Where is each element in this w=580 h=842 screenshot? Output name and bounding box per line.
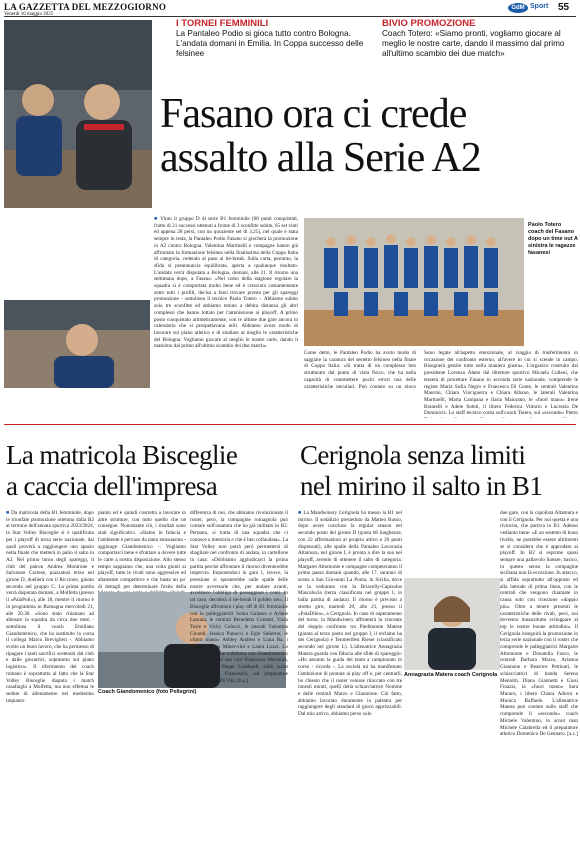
teaser-right [382,18,576,59]
section-label: Sport [530,3,549,10]
bullet-icon: ■ [154,216,161,222]
right-article-col2: due gare, con la capolista Altamura e con il Cerignola. Per noi questa è una rivincita, che partiva in B1. Adesso vediamo bene: «E un sestetto di buon livello, ne potrebbe essere altrimenti se si considera che è approdato ai playoff. In B2 si esprime quasi sempre una pallavolo lineare, basico, in questo senso la compagine siciliana non fa eccezione. In attacco, si affida soprattutto all'opposto ed alla laterale di prima linea, con le centrali che vengono chiamate in causa solo con ricezione «doppio più». Oltre a tenere presenti le caratteristiche delle rivali, però, noi dovremo innanzitutto sviluppare al top le nostre buone attitudini». Il Cerignola inseguirà la promozione in terza serie nazionale con il roster che comprende le palleggiatrici Margaret Altomonte e Donatella Fasco, le centrali Barbara Marzo, Arianna Giannone e Beatrice Pettinari, le schiacciatrici di banda Serena Mennitti, Diana Giannetti e Giusi Finazzi, la «fuori mano» Sara Muraro, i libero Chiara Adorni e Monica Raffaele. L'allenatrice Matera può contare sullo staff che comprende il «secondo» coach Michele Valentino, lo scout man Michele Calabrella ed il preparatore atletico Domenico De Gennaro. [a.c.] [500,510,578,738]
caption-right: Annagrazia Matera coach Cerignola [404,672,498,678]
matera-photo-illustration [404,578,500,670]
team-photo-illustration [304,218,524,346]
totero-photo [4,300,150,388]
right-headline-line2: nel mirino il salto in B1 [300,471,543,501]
bullet-icon: ■ [298,510,304,516]
teaser-right-kicker: BIVIO PROMOZIONE [382,18,476,29]
main-article-col1 [154,216,298,388]
right-headline [300,440,578,502]
left-article-col1 [6,510,94,836]
bullet-icon: ■ [6,510,12,516]
newspaper-title: LA GAZZETTA DEL MEZZOGIORNO [4,2,167,12]
caption-left: Coach Giandomenico (foto Pellegrini) [98,689,197,695]
main-article-col3: Sono legate all'aspetto emozionale, al viaggio di trasferimento in occasione del confronto esterno, all'avere in cui si scende in campo. Bisognerà gestire tutto nella maniera giusta». L'organico costruito dal presidente Lorenzo Aheto dal direttore sportivo Micaela Colleoi, che tesserà di proiettare Fasano in seconda serie nazionale, comprende le registe Maria Sofia Negro e Francesca Di Conte, le centrali Valentina Maurini, Chiara Vinciguerra e Chiara Albano, le laterali Valentina Martinelli, Marta Campana e Ilaria Maiorano, le «fuori mano» Irene Botarelli e Adele Soleti, il libero Federica Vittorio e Lucrezia De Dominicis. Lo staff tecnico conta sull'coach Totero, sul «secondo» Pietro [424,350,578,417]
left-article-col2: pianto ed è quindi costretta a lavorare in altre strutture, con tutto quello che ne consegue. Nonostante ciò, i risultati sono stati significativi. «Siamo in fiducia e l'ambiente è pervaso da tanto entusiasmo - aggiunge Giandomenico -. Vogliamo comportarci bene e sfruttare a dovere tutte le carte a nostra disposizione. Allo stesso tempo sappiamo che, una volta giunti ai playoff, tutte le rivali sono aggressive ed altamente competitive e che basta un po' di dettagli per determinare l'esito della [98,510,186,590]
left-headline [6,440,292,502]
left-article-col3: differenza di noi, che abbiamo rivoluzionato il roster, però, la compagine romagnola può contare sull'ossatura che ha già militato in B2. Pertanto, si tratta di una squadra che ci conosce a memoria e che è ben collaudata». La Star Volley non potrà però permettersi di sbagliare nel confronto di andata, in cartellone in casa: «Dobbiamo aggiudicarci la prima partita perché affrontare il ritorno diventerebbe impervio. Imponendoci in gara 1, invece, la pressione si sposterebbe sulle spalle delle nostre avversarie che, per andare avanti, avrebbero l'obbligo di passeggiare i conti. In tal caso, deciderà il tie-break il golden set». Il Bisceglie affronterà i play off di B1 femminile con le palleggiatrici Sonia Galasso e Ariane Lascala, le centrali Benedetta Cometti, Viola Torre e Vicky Colucci, le laterali Valentina Civardi, Jessica Punucci e Egle Salierno, le «fuori mano» Ashley Andreo e Luna Ba, i libero Simona Miner-vini e Laura Luzzi. Lo staff tecnico che collabora con Giandomenico può contare sul suo vice Francesco Marmorà, sull'assistente Peppe Lombardi, sullo scout man Simone Franceschi, sul preparatore atletico Fabio Di Vita. [b.s.] [190,510,288,684]
main-headline [160,92,578,180]
main-headline-line2: assalto alla Serie A2 [160,135,481,181]
caption-top: Paolo Totero coach del Fasano dopo un time out A sinistra le ragazze fasanesi [528,222,578,256]
main-article-col2: Come detto, le Pantaleo Podio ha avuto modo di saggiare la caratura del sestetto felsineo nella finale di Coppa Italia: «Si tratta di un complesso ben strutturato dal punto di vista fisico, che ha nella capacità di commettere pochi errori una delle caratteristiche peculiari. Può contare su un gioco [304,350,416,388]
masthead [4,2,576,17]
left-headline-line1: La matricola Bisceglie [6,440,238,470]
teaser-left-kicker: I TORNEI FEMMINILI [176,18,269,29]
left-headline-line2: a caccia dell'impresa [6,471,218,501]
left-article-col1-text: Da matricola della B1 femminile, dopo le trionfale promozione ottenuta dalla B2 al termine dell'annata sportiva 2023/2024, la Star Volley Bisceglie si è qualificata per i playoff di terza serie nazionale, dai quali proverà a raggiungere uno spazio nella finale che metterà in palio il salto in A2. Nel primo turno degli spareggi, il club del patron Andrea Montrone e Salvatore Cortese, piazzatosi terzo nel girone D, duellerà con il Riccione, giunto secondo nel gruppo C. La prima partita verrà disputata domani, a Molfetta (presso il «PalaPoli»), alle 18, mentre il ritorno è in programma in Romagna mercoledì 21, alle 20.30. «Sono stato chiamato ad allenare la squadra da circa due mesi - sottolinea il coach Emiliano Giandomenico, che ha sostituito in corsa il collega Marco Breviglieri -. Abbiamo svolto un buon lavoro, che ha permesso di ripagare i tanti sacrifici sostenuti dal club e dalle giocatrici, sopratutto sul piano logistico». Il riferimento del coach romano è soprattutto al fatto che la Star Volley Bisceglie disputa i match casalinghi a Molfetta, ma non effettua le sedute di allenamento nel medesimo impianto [6,510,94,704]
issue-date: Venerdì 16 maggio 2025 [4,12,54,17]
newspaper-logo-icon: GdM [508,3,528,13]
team-photo [304,218,524,346]
totero-photo-illustration [4,300,150,388]
right-article-col1-text: La Mandwinery Cerignola ha messo la B1 nel mirino. Il sodalizio presieduto da Matteo Russo, dopo avere concluso la regular season nel secondo posto del girone D (quota 66 lunghezze, con 22 affermazioni al proprio attivo e 26 punti dispensati), alle spalle della Pantaleo Lavorazia Altamura, nel girone I, è pronta a dire la sua nei playoff, avendo di ottenere il salto di categoria. Margaret Altomonte e compagne competeranno il primo passo domani quando, alle 17, saranno di scena a San Giovanni La Punta, in Sicilia, dove se la vedranno con la Briacelly-Capisolos Mascalucia (terza classificata nel gruppo I, in balla partita di andata). Il ritorno è previsto a stretto giro, martedì 20, alle 21, presso il «PalaDileo», a Cerignola. In caso di superamento del turno, la Mandwinery affronterà la vincente del doppio confronto tra Piedimonte Matese (giunta al terzo posto nel gruppo I, il reclamo ha dei Cerignola) e Tenmerifest Rieser (classificato secondo nel girone L). L'allenatrice Annagrazia Matera guarda con fiducia alle sfide di spareggio: «Ho assunto la guida del team a campionato in corso - ricorda -. La società mi ha manifestato l'ambizione di puntare ai play off e, per centrarli, ho chiesto che il roster venisse ritoccato con tre innesti mirati, quelli della schiacciatrice Nomine e delle centrali Marzo e Gianmone. Ciò fatto, abbiamo lavorato duramente in palestra per raggiungere degli standard di gioco apprezzabili. Dal mio arrivo, abbiamo perso solo [298,510,402,718]
matera-photo [404,578,500,670]
teaser-left [176,18,372,59]
coach-photo-illustration [4,20,152,208]
main-article-col1-text: Vinto il gruppo D di serie B1 femminile (68 punti conquistati, frutto di 21 successi ottenuti a fronte di 3 sconfitte subite, 65 set vinti ed appena 28 persi, con un quoziente set di 3,25), nel quale è stata sempre in testa, la Pantaleo Podio Fasano si giocherà la promozione in A2 contro Bologna. Valentina Martinelli e compagne hanno già affrontato la formazione felsinea nella finalissima della Coppa Italia di categoria, cedendo al paso al tie-break. Sulla carta, pertanto, la sfida si preannuncia equilibrata, aperta a qualunque risultato. L'andata verrà disputata a Bologna, domani, alle 21. Il ritorno una settimana dopo, a Fasano. «Nel corso della stagione regolare la squadra si è comportata molto bene ed è cresciuta costantemente sotto tutti i profili, decisa a farsi trovare pronta per gli spareggi promozione - sottolinea il tecnico Paolo Totero -. Abbiamo subito solo tre sconfitte ed abbiamo tenuto a debita distanza gli altri complessi che hanno lottato per l'ammissione ai playoff. A primo posto conquistato aritmeticamente, con le ultime due gare ancora in calendario che si prospettavano utili. Abbiamo avuto modo di lavorare sul piano atletico e di studiare al meglio le caratteristiche del Bologna. Vogliamo giocare al meglio le nostre carte, dando il massimo dal primo all'ultimo scambio dei due match». [154,216,298,350]
section-divider [4,424,576,425]
coach-photo [4,20,152,208]
main-headline-line1: Fasano ora ci crede [160,91,467,137]
teaser-right-text: Coach Totero: «Siamo pronti, vogliamo giocare al meglio le nostre carte, dando il massimo dal primo all'ultimo scambio dei due match» [382,29,565,58]
teaser-left-text: La Pantaleo Podio si gioca tutto contro Bologna. L'andata domani in Emilia. In Coppa successo delle felsinee [176,29,364,58]
right-article-col1 [298,510,402,836]
right-headline-line1: Cerignola senza limiti [300,440,526,470]
page-number: 55 [558,2,570,13]
